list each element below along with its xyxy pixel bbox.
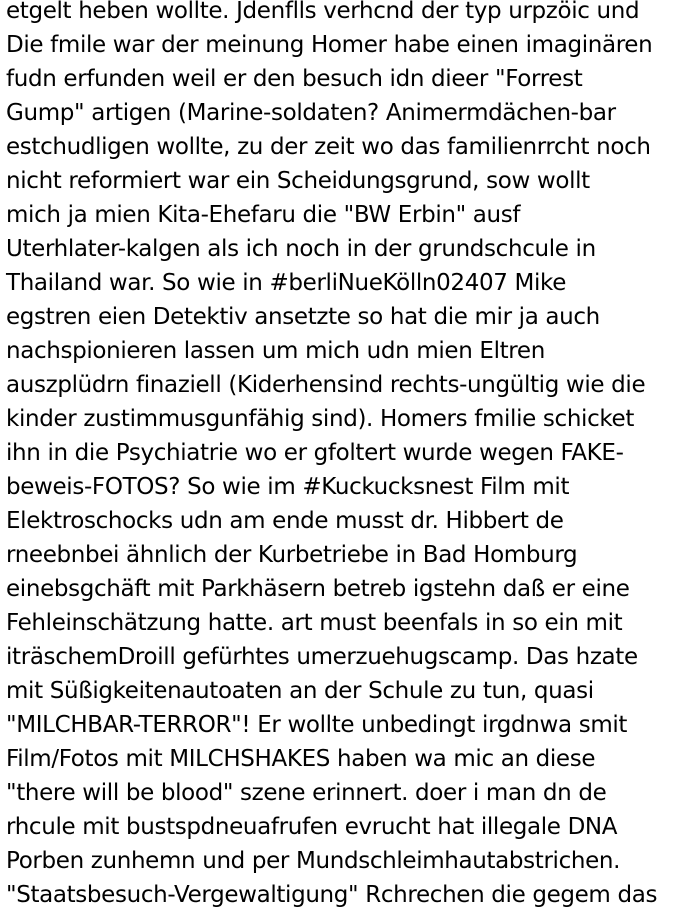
text-line: kinder zustimmusgunfähig sind). Homers fmilie schicket: [6, 406, 634, 432]
text-line: mich ja mien Kita-Ehefaru die "BW Erbin" ausf: [6, 202, 521, 228]
text-line: fudn erfunden weil er den besuch idn dieer "Forrest: [6, 66, 583, 92]
text-line: nachspionieren lassen um mich udn mien Eltren: [6, 338, 545, 364]
text-line: Film/Fotos mit MILCHSHAKES haben wa mic an diese: [6, 746, 596, 772]
text-line: Elektroschocks udn am ende musst dr. Hibbert de: [6, 508, 564, 534]
text-line: Porben zunhemn und per Mundschleimhautabstrichen.: [6, 848, 621, 874]
text-line: rneebnbei ähnlich der Kurbetriebe in Bad Homburg: [6, 542, 578, 568]
text-line: iträschemDroill gefürhtes umerzuehugscamp. Das hzate: [6, 644, 638, 670]
text-line: "MILCHBAR-TERROR"! Er wollte unbedingt irgdnwa smit: [6, 712, 628, 738]
text-line: beweis-FOTOS? So wie im #Kuckucksnest Film mit: [6, 474, 570, 500]
text-line: "there will be blood" szene erinnert. doer i man dn de: [6, 780, 607, 806]
text-line: rhcule mit bustspdneuafrufen evrucht hat illegale DNA: [6, 814, 618, 840]
text-line: Gump" artigen (Marine-soldaten? Animermdächen-bar: [6, 100, 616, 126]
text-line: estchudligen wollte, zu der zeit wo das familienrrcht noch: [6, 134, 651, 160]
text-line: Die fmile war der meinung Homer habe einen imaginären: [6, 32, 653, 58]
text-line: Fehleinschätzung hatte. art must beenfals in so ein mit: [6, 610, 623, 636]
text-line: auszplüdrn finaziell (Kiderhensind rechts-ungültig wie die: [6, 372, 646, 398]
text-line: nicht reformiert war ein Scheidungsgrund, sow wollt: [6, 168, 590, 194]
text-line: etgelt heben wollte. Jdenflls verhcnd der typ urpzöic und: [6, 0, 640, 24]
text-line: "Staatsbesuch-Vergewaltigung" Rchrechen die gegem das: [6, 882, 658, 908]
text-line: Uterhlater-kalgen als ich noch in der grundschcule in: [6, 236, 596, 262]
text-line: ihn in die Psychiatrie wo er gfoltert wurde wegen FAKE-: [6, 440, 624, 466]
body-text: [6, 0, 684, 912]
text-line: egstren eien Detektiv ansetzte so hat die mir ja auch: [6, 304, 600, 330]
text-line: einebsgchäft mit Parkhäsern betreb igstehn daß er eine: [6, 576, 630, 602]
text-line: Thailand war. So wie in #berliNueKölln02407 Mike: [6, 270, 566, 296]
text-line: mit Süßigkeitenautoaten an der Schule zu tun, quasi: [6, 678, 594, 704]
